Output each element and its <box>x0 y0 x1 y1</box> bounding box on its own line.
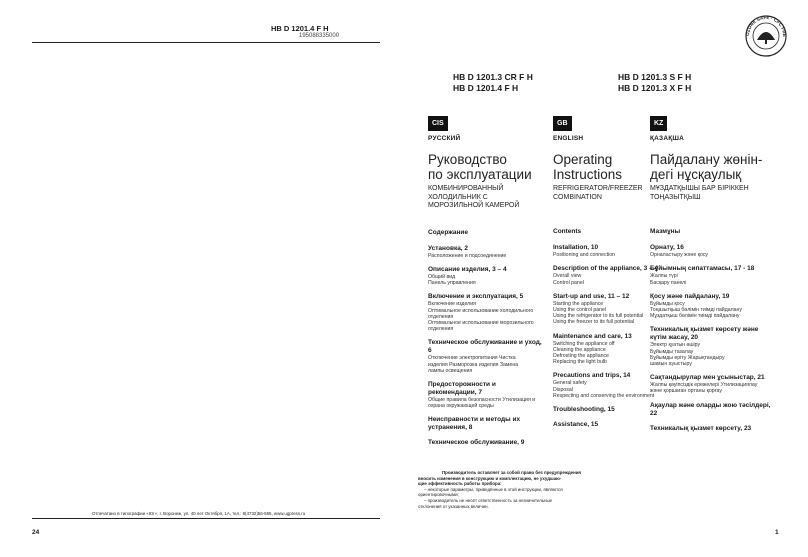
toc-item <box>650 326 772 367</box>
toc-subitem: Бұйымды қосу <box>650 300 685 307</box>
model-label: HB D 1201.4 F H <box>453 83 519 93</box>
models-group-left <box>453 72 533 94</box>
toc-subitem: Defrosting the appliance <box>553 353 609 360</box>
toc-item <box>650 402 772 418</box>
toc-subitem: Мұздатқыш бөлімін тиімді пайдалану <box>650 313 740 320</box>
toc-item-title: Техническое обслуживание, 9 <box>428 439 525 447</box>
toc-item-title: Техникалық қызмет көрсету және күтім жасау, 20 <box>650 326 759 342</box>
toc-item-title: Техническое обслуживание и уход, 6 <box>428 339 542 355</box>
toc-subitem: Отключение электропитания Чистка <box>428 355 516 362</box>
toc-item <box>650 244 772 258</box>
toc-item-title: Бұйымның сипаттамасы, 17 - 18 <box>650 265 755 273</box>
toc-subitem: Бұйымды тазалау <box>650 348 694 355</box>
model-label: HB D 1201.3 X F H <box>618 83 692 93</box>
back-cover-code: 195088335000 <box>299 33 340 39</box>
language-badge: KZ <box>650 116 667 131</box>
toc-subitem: шамын ауыстыру <box>650 361 692 368</box>
toc-item <box>428 245 546 259</box>
model-label: HB D 1201.3 S F H <box>618 72 692 82</box>
toc-subitem: охрана окружающей среды <box>428 403 494 410</box>
toc-item-title: Включение и эксплуатация, 5 <box>428 293 524 301</box>
language-badge: GB <box>553 116 572 131</box>
column-kz <box>650 112 772 440</box>
toc-subitem: Жалпы қауіпсіздік ережелері Утилизациялау <box>650 382 758 389</box>
language-badge: CIS <box>428 116 448 131</box>
toc-subitem: Replacing the light bulb <box>553 359 607 366</box>
toc-heading: Содержание <box>428 228 469 236</box>
toc-item <box>428 381 546 409</box>
language-name: ENGLISH <box>553 135 584 142</box>
toc-subitem: Бұйымды еріту Жарықтандыру <box>650 354 725 361</box>
toc-subitem: Расположение и подсоединение <box>428 252 507 259</box>
toc-subitem: Общие правила безопасности Утилизация и <box>428 397 536 404</box>
toc-item-title: Описание изделия, 3 – 4 <box>428 265 507 273</box>
toc-item <box>428 293 546 332</box>
manual-title: Пайдалану жөнін- дегі нұсқаулық <box>650 152 763 182</box>
page-number-left: 24 <box>32 529 40 536</box>
toc-subitem: Positioning and connection <box>553 252 616 259</box>
back-cover-bottom-rule <box>32 518 380 519</box>
ozone-safe-stamp-icon <box>744 14 788 58</box>
toc-item-title: Maintenance and care, 13 <box>553 332 632 340</box>
models-group-right <box>618 72 691 94</box>
toc-item-title: Қосу және пайдалану, 19 <box>650 292 730 300</box>
toc-item-title: Installation, 10 <box>553 244 599 252</box>
toc-item <box>428 416 546 432</box>
model-label: HB D 1201.3 CR F H <box>453 72 533 82</box>
toc-item-title: Description of the appliance, 3 – 4 <box>553 265 659 273</box>
toc-subitem: Using the freezer to its full potential <box>553 319 635 326</box>
manual-title: Руководство по эксплуатации <box>428 152 532 182</box>
toc-list <box>428 245 546 448</box>
toc-subitem: Control panel <box>553 279 584 286</box>
toc-item-title: Орнату, 16 <box>650 244 684 252</box>
toc-item <box>650 265 772 285</box>
toc-subitem: General safety <box>553 380 587 387</box>
toc-item-title: Troubleshooting, 15 <box>553 406 615 414</box>
toc-item-title: Assistance, 15 <box>553 421 599 429</box>
toc-list <box>650 244 772 432</box>
toc-subitem: лампы освещения <box>428 367 473 374</box>
toc-subitem: Оптимальное использование холодильного <box>428 307 534 314</box>
toc-item <box>650 293 772 320</box>
toc-subitem: Жалпы түрі <box>650 273 678 280</box>
toc-subitem: Общий вид <box>428 273 456 280</box>
toc-item <box>428 439 546 447</box>
page-number-right: 1 <box>775 529 779 536</box>
toc-item-title: Сақтандырулар мен ұсыныстар, 21 <box>650 374 765 382</box>
toc-subitem: Электр қуатын өшіру <box>650 342 701 349</box>
toc-subitem: Тоңазытқыш бөлімін тиімді пайдалану <box>650 307 742 313</box>
toc-item-title: Precautions and trips, 14 <box>553 372 631 380</box>
toc-item <box>650 425 772 433</box>
toc-item-title: Start-up and use, 11 – 12 <box>553 292 630 300</box>
toc-subitem: отделения <box>428 313 454 320</box>
toc-subitem: Switching the appliance off <box>553 340 615 347</box>
toc-heading: Contents <box>553 228 582 236</box>
manual-subtitle: КОМБИНИРОВАННЫЙ ХОЛОДИЛЬНИК С МОРОЗИЛЬНОЙ КАМЕРОЙ <box>428 185 520 210</box>
toc-subitem: Disposal <box>553 386 573 393</box>
toc-subitem: Орналастыру және қосу <box>650 252 709 259</box>
column-cis <box>428 112 546 454</box>
toc-item-title: Ақаулар және оларды жою тәсілдері, 22 <box>650 401 771 417</box>
back-cover-top-rule <box>32 42 380 43</box>
toc-item-title: Неисправности и методы их устранения, 8 <box>428 416 521 432</box>
toc-subitem: Overall view <box>553 273 582 280</box>
toc-subitem: Using the control panel <box>553 307 607 313</box>
toc-item <box>428 266 546 286</box>
stamp-text: OZONE SAFE · CFC FRE <box>744 14 788 38</box>
manual-subtitle: МҰЗДАТҚЫШЫ БАР БІРІККЕН ТОҢАЗЫТҚЫШ <box>650 185 749 201</box>
toc-subitem: Включение изделия <box>428 301 476 308</box>
toc-subitem: Оптимальное использование морозильного отделения <box>428 320 534 333</box>
toc-subitem: Басқару панелі <box>650 279 687 286</box>
back-cover-model: HB D 1201.4 F H <box>271 24 329 33</box>
toc-subitem: Панель управления <box>428 280 476 287</box>
toc-subitem: Cleaning the appliance <box>553 346 606 353</box>
toc-subitem: және қоршаған ортаны қорғау <box>650 388 722 395</box>
toc-item <box>428 339 546 374</box>
toc-subitem: Starting the appliance <box>553 300 604 307</box>
manual-subtitle: REFRIGERATOR/FREEZER COMBINATION <box>553 185 643 201</box>
manual-title: Operating Instructions <box>553 152 623 182</box>
toc-subitem: Respecting and conserving the environment <box>553 392 655 399</box>
toc-heading: Мазмұны <box>650 228 681 236</box>
printer-note: Отпечатано в типографии «Юг», г. Воронеж, ул. 40 лет Октября, 1А, тел.: 8(4732)56-555, www.ugpress.ru <box>92 511 306 516</box>
toc-item <box>650 374 772 394</box>
toc-item-title: Установка, 2 <box>428 244 469 252</box>
language-name: РУССКИЙ <box>428 135 461 142</box>
toc-item-title: Предосторожности и рекомендации, 7 <box>428 381 496 397</box>
right-page <box>404 0 808 557</box>
disclaimer: Производитель оставляет за собой право без предупреждения вносить изменения в конструкцию и комплектацию, не ухудшаю- щие эффективность работы прибора: – некоторые параметры, приведённые в этой инструкции, являются ориентировочными; – производитель не несёт ответственность за незначительные отклонения от указанных величин. <box>418 470 581 509</box>
toc-item-title: Техникалық қызмет көрсету, 23 <box>650 424 752 432</box>
toc-subitem: Using the refrigerator to its full potential <box>553 313 644 320</box>
language-name: ҚАЗАҚША <box>650 135 685 142</box>
toc-subitem: изделия Разморозка изделия Замена <box>428 361 519 368</box>
